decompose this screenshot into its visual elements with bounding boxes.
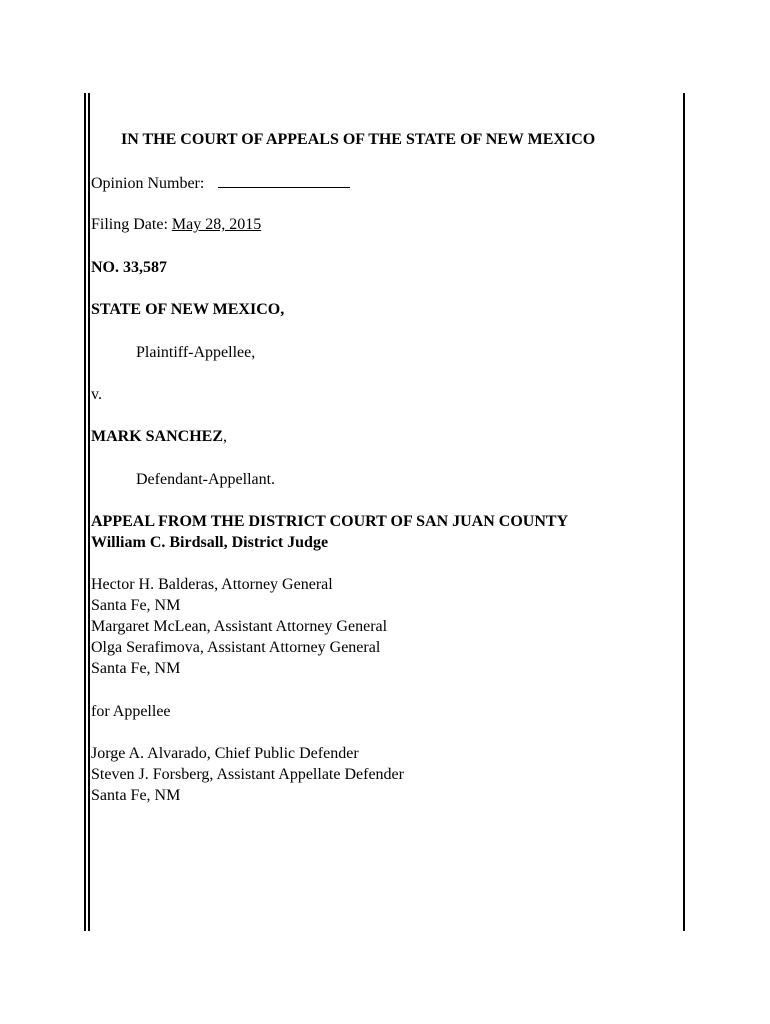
plaintiff-name: STATE OF NEW MEXICO,: [91, 301, 285, 318]
opinion-number-label: Opinion Number:: [91, 175, 205, 192]
appellee-counsel-line: Margaret McLean, Assistant Attorney General: [91, 618, 388, 635]
appellee-counsel-line: Hector H. Balderas, Attorney General: [91, 576, 333, 593]
filing-date-label: Filing Date:: [91, 216, 168, 233]
left-margin-rule-inner: [88, 93, 90, 931]
defendant-comma: ,: [223, 428, 228, 445]
opinion-number-line: [91, 172, 350, 194]
left-margin-rule: [84, 93, 86, 931]
appellee-counsel-line: Santa Fe, NM: [91, 660, 181, 677]
versus: v.: [91, 386, 102, 403]
appellee-counsel-line: Santa Fe, NM: [91, 597, 181, 614]
court-title: IN THE COURT OF APPEALS OF THE STATE OF NEW MEXICO: [121, 131, 596, 148]
right-margin-rule: [683, 93, 685, 931]
appeal-from: APPEAL FROM THE DISTRICT COURT OF SAN JUAN COUNTY: [91, 513, 569, 530]
for-appellee: for Appellee: [91, 703, 171, 720]
appellant-counsel-line: Santa Fe, NM: [91, 787, 181, 804]
district-judge: William C. Birdsall, District Judge: [91, 534, 329, 551]
defendant-line: [91, 426, 227, 447]
plaintiff-role: Plaintiff-Appellee,: [136, 344, 256, 361]
filing-date-value: May 28, 2015: [171, 216, 262, 233]
appellant-counsel-line: Steven J. Forsberg, Assistant Appellate Defender: [91, 766, 404, 783]
appellant-counsel-line: Jorge A. Alvarado, Chief Public Defender: [91, 745, 359, 762]
appellee-counsel-line: Olga Serafimova, Assistant Attorney General: [91, 639, 381, 656]
docket-number: NO. 33,587: [91, 259, 167, 276]
defendant-name: MARK SANCHEZ: [91, 428, 224, 445]
opinion-number-blank: [218, 172, 350, 188]
defendant-role: Defendant-Appellant.: [136, 471, 276, 488]
filing-date-line: [91, 214, 261, 235]
